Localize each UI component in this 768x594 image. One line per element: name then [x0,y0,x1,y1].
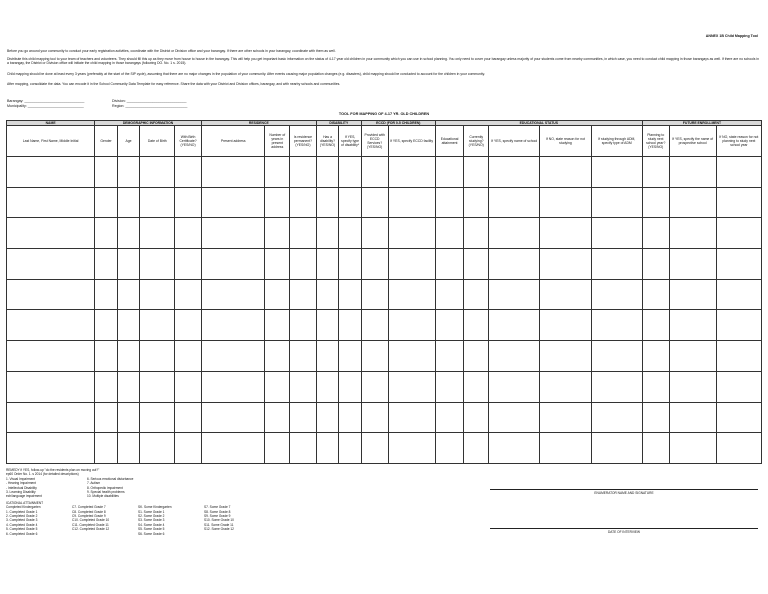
table-row [7,402,762,433]
table-cell[interactable] [642,187,669,218]
table-cell[interactable] [716,187,761,218]
table-cell[interactable] [669,371,716,402]
table-cell[interactable] [175,187,202,218]
table-cell[interactable] [290,310,317,341]
table-cell[interactable] [117,371,140,402]
attainment-item: Completed Kindergarten [6,505,41,510]
table-cell[interactable] [540,249,591,280]
table-cell[interactable] [388,433,435,464]
table-cell[interactable] [140,341,175,372]
attainment-item: 4. Completed Grade 4 [6,522,38,527]
instruction-1: Before you go around your community to conduct your early registration activities, coordinate with the District or Division office and your barangay. If there are other schools in your barangay, coordinate with them as well. [7,49,336,53]
table-cell[interactable] [642,279,669,310]
column-header: Last Name, First Name, Middle Initial [7,126,95,157]
table-cell[interactable] [489,402,540,433]
table-cell[interactable] [175,157,202,188]
table-title: TOOL FOR MAPPING OF 4-17 YR. OLD CHILDREN [338,112,430,116]
table-cell[interactable] [642,310,669,341]
table-cell[interactable] [591,402,642,433]
table-cell[interactable] [388,371,435,402]
table-cell[interactable] [669,249,716,280]
table-cell[interactable] [435,218,464,249]
table-cell[interactable] [435,157,464,188]
table-cell[interactable] [140,433,175,464]
table-cell[interactable] [95,218,118,249]
table-row [7,249,762,280]
instruction-2: Distribute this child mapping tool to your team of teachers and volunteers. They should fill this up as they move from house to house in the barangay. This will help you get important basic information on the status of 4-17 year old children in your community which you can use in school planning. You only need to cover your barangay unless majority of your students come from nearby communities, in which case, you need to conduct child mapping in those barangays as well. If there are no schools in a barangay, the District or Division office will initiate the child mapping in those barangays (following DO. No. 1 s. 2015). [7,57,760,66]
table-cell[interactable] [435,187,464,218]
table-cell[interactable] [388,402,435,433]
attainment-title: ICATIONAL ATTAINMENT [6,500,44,505]
column-header: If NO, state reason for not studying [540,126,591,157]
table-row [7,371,762,402]
table-cell[interactable] [265,157,290,188]
table-cell[interactable] [201,279,265,310]
enumerator-signature-line[interactable]: ENUMERATOR NAME AND SIGNATURE [490,489,758,495]
table-cell[interactable] [7,433,95,464]
table-cell[interactable] [591,249,642,280]
table-cell[interactable] [7,341,95,372]
table-cell[interactable] [540,218,591,249]
table-cell[interactable] [669,341,716,372]
column-header: Present address [201,126,265,157]
group-future-enrollment: FUTURE ENROLLMENT [642,121,761,126]
table-cell[interactable] [716,249,761,280]
disability-item: 8. Orthopedic impairment [87,485,123,490]
table-cell[interactable] [464,371,489,402]
table-cell[interactable] [316,433,339,464]
table-cell[interactable] [464,218,489,249]
group-eccd: ECCD (FOR 0-5 CHILDREN) [361,121,435,126]
table-cell[interactable] [464,279,489,310]
annex-label: ANNEX 1B Child Mapping Tool [705,34,758,38]
table-cell[interactable] [117,402,140,433]
table-cell[interactable] [464,310,489,341]
column-header: Number of years in present address [265,126,290,157]
column-header: Educational attainment [435,126,464,157]
table-cell[interactable] [361,341,388,372]
group-name: NAME [7,121,95,126]
column-header: If studying through ADM, specify type of ADM [591,126,642,157]
table-cell[interactable] [95,371,118,402]
table-cell[interactable] [540,310,591,341]
table-cell[interactable] [540,157,591,188]
table-cell[interactable] [489,157,540,188]
table-cell[interactable] [265,371,290,402]
table-cell[interactable] [489,279,540,310]
footnote-remedy: REMEDY if YES, follow-up "do the residents plan on moving out?" [6,468,100,472]
table-cell[interactable] [117,218,140,249]
table-cell[interactable] [201,433,265,464]
table-cell[interactable] [117,157,140,188]
table-cell[interactable] [140,310,175,341]
table-cell[interactable] [388,249,435,280]
table-cell[interactable] [388,310,435,341]
disability-item: - Hearing Impairment [6,481,36,486]
table-cell[interactable] [591,433,642,464]
attainment-item: S3. Some Grade 3 [138,518,165,523]
table-cell[interactable] [435,341,464,372]
table-cell[interactable] [489,218,540,249]
table-cell[interactable] [140,371,175,402]
table-cell[interactable] [290,218,317,249]
column-header: Gender [95,126,118,157]
column-header: With Birth Certificate? (YES/NO) [175,126,202,157]
disability-item: 1. Visual Impairment [6,476,35,481]
attainment-item: S8. Some Grade 8 [204,509,231,514]
table-cell[interactable] [95,310,118,341]
table-cell[interactable] [464,187,489,218]
table-cell[interactable] [290,402,317,433]
table-cell[interactable] [388,187,435,218]
group-demographic: DEMOGRAPHIC INFORMATION [95,121,202,126]
table-cell[interactable] [95,341,118,372]
column-header: Currently studying? (YES/NO) [464,126,489,157]
table-cell[interactable] [669,279,716,310]
table-cell[interactable] [140,249,175,280]
attainment-item: S1. Some Grade 1 [138,509,165,514]
attainment-item: S4. Some Grade 4 [138,522,165,527]
table-cell[interactable] [339,341,362,372]
table-cell[interactable] [716,371,761,402]
table-cell[interactable] [95,279,118,310]
disability-item: 6. Serious emotional disturbance [87,476,134,481]
table-cell[interactable] [642,371,669,402]
footnote-order: ep60 Order No. 1. s 2014 (for detailed descriptions) [6,472,79,477]
table-cell[interactable] [489,433,540,464]
table-cell[interactable] [591,279,642,310]
table-cell[interactable] [388,341,435,372]
table-cell[interactable] [140,157,175,188]
table-cell[interactable] [642,341,669,372]
column-header: Planning to study next school year? (YES/NO) [642,126,669,157]
table-cell[interactable] [7,279,95,310]
table-cell[interactable] [316,218,339,249]
region-field[interactable]: Region: _______________________________ [112,104,188,108]
table-cell[interactable] [540,402,591,433]
table-cell[interactable] [201,341,265,372]
table-cell[interactable] [175,341,202,372]
table-cell[interactable] [7,249,95,280]
table-cell[interactable] [716,402,761,433]
table-row [7,341,762,372]
column-header: Has a disability? (YES/NO) [316,126,339,157]
table-cell[interactable] [361,310,388,341]
table-cell[interactable] [290,433,317,464]
table-cell[interactable] [489,249,540,280]
table-cell[interactable] [117,341,140,372]
table-cell[interactable] [669,433,716,464]
table-cell[interactable] [642,249,669,280]
attainment-item: C9. Completed Grade 9 [72,514,106,519]
table-cell[interactable] [290,341,317,372]
table-cell[interactable] [140,187,175,218]
child-mapping-table [6,120,762,464]
column-header: If NO, state reason for not planning to study next school year [716,126,761,157]
table-cell[interactable] [316,187,339,218]
attainment-item: S11. Some Grade 11 [204,522,234,527]
disability-item: 10. Multiple disabilities [87,494,119,499]
table-cell[interactable] [117,310,140,341]
table-cell[interactable] [117,433,140,464]
table-cell[interactable] [669,187,716,218]
attainment-item: S9. Some Grade 9 [204,514,231,519]
column-header: If YES, specify ECCD facility [388,126,435,157]
table-cell[interactable] [489,310,540,341]
table-row [7,433,762,464]
table-cell[interactable] [435,433,464,464]
table-cell[interactable] [361,279,388,310]
attainment-item: 1. Completed Grade 1 [6,509,38,514]
table-cell[interactable] [435,279,464,310]
division-field[interactable]: Division: ______________________________ [112,99,187,103]
attainment-item: S2. Some Grade 2 [138,514,165,519]
instruction-4: After mapping, consolidate the data. You can encode it in the School Community Data Template for easy reference. Share the data with your District and Division offices, barangay, and with nearby schools and communities. [7,82,341,86]
table-cell[interactable] [716,433,761,464]
table-cell[interactable] [7,310,95,341]
table-cell[interactable] [290,279,317,310]
attainment-item: S10. Some Grade 10 [204,518,234,523]
table-cell[interactable] [265,218,290,249]
table-row [7,310,762,341]
interview-date-line[interactable]: DATE OF INTERVIEW [490,528,758,534]
table-cell[interactable] [540,279,591,310]
table-cell[interactable] [540,433,591,464]
table-cell[interactable] [7,157,95,188]
table-cell[interactable] [642,218,669,249]
location-fields [7,99,207,109]
table-cell[interactable] [7,187,95,218]
table-cell[interactable] [716,279,761,310]
column-header: If YES, specify type of disability* [339,126,362,157]
attainment-item: C11. Completed Grade 11 [72,522,109,527]
table-cell[interactable] [265,433,290,464]
table-cell[interactable] [716,310,761,341]
table-cell[interactable] [7,402,95,433]
table-cell[interactable] [95,157,118,188]
attainment-item: S7. Some Grade 7 [204,505,231,510]
table-cell[interactable] [117,187,140,218]
table-cell[interactable] [591,371,642,402]
table-cell[interactable] [316,279,339,310]
table-cell[interactable] [361,433,388,464]
table-cell[interactable] [435,402,464,433]
table-cell[interactable] [175,279,202,310]
table-cell[interactable] [669,157,716,188]
table-cell[interactable] [489,371,540,402]
table-cell[interactable] [117,249,140,280]
table-cell[interactable] [140,402,175,433]
table-row [7,218,762,249]
table-cell[interactable] [201,249,265,280]
table-cell[interactable] [464,249,489,280]
table-cell[interactable] [464,402,489,433]
table-cell[interactable] [388,157,435,188]
table-cell[interactable] [435,249,464,280]
column-header: Provided with ECCD Services? (YES/NO) [361,126,388,157]
attainment-item: C10. Completed Grade 10 [72,518,110,523]
table-cell[interactable] [540,341,591,372]
disability-item: 3. Learning Disability [6,490,36,495]
table-cell[interactable] [290,249,317,280]
instruction-3: Child mapping should be done at least every 3 years (preferably at the start of the SIP cycle), assuming that there are no major changes in the population of your community. After events causing major population changes (e.g. disasters), child mapping should be conducted to account for the children in your community. [7,72,485,76]
table-cell[interactable] [95,402,118,433]
attainment-item: 6. Completed Grade 6 [6,531,38,536]
table-cell[interactable] [316,157,339,188]
table-cell[interactable] [95,433,118,464]
table-cell[interactable] [316,341,339,372]
table-cell[interactable] [175,402,202,433]
table-cell[interactable] [464,157,489,188]
table-cell[interactable] [642,402,669,433]
table-cell[interactable] [339,279,362,310]
table-cell[interactable] [339,402,362,433]
table-cell[interactable] [642,157,669,188]
disability-item: ech/language impairment [6,494,42,499]
table-cell[interactable] [201,402,265,433]
disability-item: 9. Special health problems [87,490,125,495]
table-cell[interactable] [316,371,339,402]
table-row [7,157,762,188]
municipality-field[interactable]: Municipality: ____________________________ [7,104,84,108]
table-cell[interactable] [265,279,290,310]
table-cell[interactable] [201,218,265,249]
table-cell[interactable] [489,187,540,218]
barangay-field[interactable]: Barangay: ______________________________ [7,99,85,103]
table-cell[interactable] [591,187,642,218]
group-residence: RESIDENCE [201,121,316,126]
table-cell[interactable] [339,157,362,188]
table-cell[interactable] [265,249,290,280]
table-cell[interactable] [361,218,388,249]
table-body [7,157,762,464]
column-header: If YES, specify name of school [489,126,540,157]
table-cell[interactable] [265,402,290,433]
table-cell[interactable] [201,187,265,218]
table-cell[interactable] [489,341,540,372]
table-cell[interactable] [361,402,388,433]
disability-item: - Intellectual Disability [6,485,37,490]
table-cell[interactable] [290,371,317,402]
table-cell[interactable] [361,249,388,280]
table-cell[interactable] [591,341,642,372]
table-cell[interactable] [117,279,140,310]
table-cell[interactable] [464,341,489,372]
attainment-item: C8. Completed Grade 8 [72,509,106,514]
column-header: Age [117,126,140,157]
table-cell[interactable] [290,187,317,218]
attainment-item: 2. Completed Grade 2 [6,514,38,519]
column-header: Date of Birth [140,126,175,157]
table-cell[interactable] [265,187,290,218]
attainment-item: S5. Some Grade 5 [138,527,165,532]
table-cell[interactable] [339,310,362,341]
table-row [7,279,762,310]
table-cell[interactable] [339,187,362,218]
attainment-item: 3. Completed Grade 3 [6,518,38,523]
table-cell[interactable] [316,310,339,341]
table-cell[interactable] [388,279,435,310]
table-cell[interactable] [669,402,716,433]
table-cell[interactable] [175,310,202,341]
table-cell[interactable] [339,218,362,249]
table-cell[interactable] [140,218,175,249]
table-cell[interactable] [140,279,175,310]
table-cell[interactable] [388,218,435,249]
table-cell[interactable] [175,249,202,280]
attainment-item: S6. Some Grade 6 [138,531,165,536]
group-educational-status: EDUCATIONAL STATUS [435,121,642,126]
table-cell[interactable] [339,371,362,402]
disability-item: 7. Autism [87,481,101,486]
column-header: If YES, specify the name of prospective school [669,126,716,157]
table-cell[interactable] [316,402,339,433]
table-cell[interactable] [201,371,265,402]
table-cell[interactable] [265,310,290,341]
table-cell[interactable] [361,187,388,218]
table-cell[interactable] [716,157,761,188]
table-cell[interactable] [435,371,464,402]
table-cell[interactable] [540,371,591,402]
attainment-item: C12. Completed Grade 12 [72,527,110,532]
table-row [7,187,762,218]
table-cell[interactable] [201,310,265,341]
table-cell[interactable] [464,433,489,464]
attainment-item: C7. Completed Grade 7 [72,505,106,510]
table-cell[interactable] [540,187,591,218]
table-cell[interactable] [339,249,362,280]
attainment-legend [6,505,266,536]
table-cell[interactable] [361,371,388,402]
column-header: Is residence permanent? (YES/NO) [290,126,317,157]
attainment-item: S12. Some Grade 12 [204,527,234,532]
table-cell[interactable] [361,157,388,188]
table-cell[interactable] [265,341,290,372]
footnotes [6,468,266,536]
table-cell[interactable] [95,249,118,280]
table-cell[interactable] [290,157,317,188]
table-cell[interactable] [591,157,642,188]
attainment-item: SK. Some Kindergarten [138,505,172,510]
table-cell[interactable] [591,218,642,249]
table-cell[interactable] [591,310,642,341]
table-cell[interactable] [716,341,761,372]
table-cell[interactable] [201,157,265,188]
table-cell[interactable] [669,218,716,249]
table-cell[interactable] [669,310,716,341]
table-cell[interactable] [7,218,95,249]
table-cell[interactable] [435,310,464,341]
table-cell[interactable] [7,371,95,402]
table-cell[interactable] [175,433,202,464]
table-cell[interactable] [175,371,202,402]
table-cell[interactable] [175,218,202,249]
table-cell[interactable] [95,187,118,218]
attainment-item: 5. Completed Grade 5 [6,527,38,532]
table-cell[interactable] [339,433,362,464]
table-cell[interactable] [716,218,761,249]
table-cell[interactable] [316,249,339,280]
disability-legend [6,477,266,499]
table-cell[interactable] [642,433,669,464]
group-disability: DISABILITY [316,121,361,126]
